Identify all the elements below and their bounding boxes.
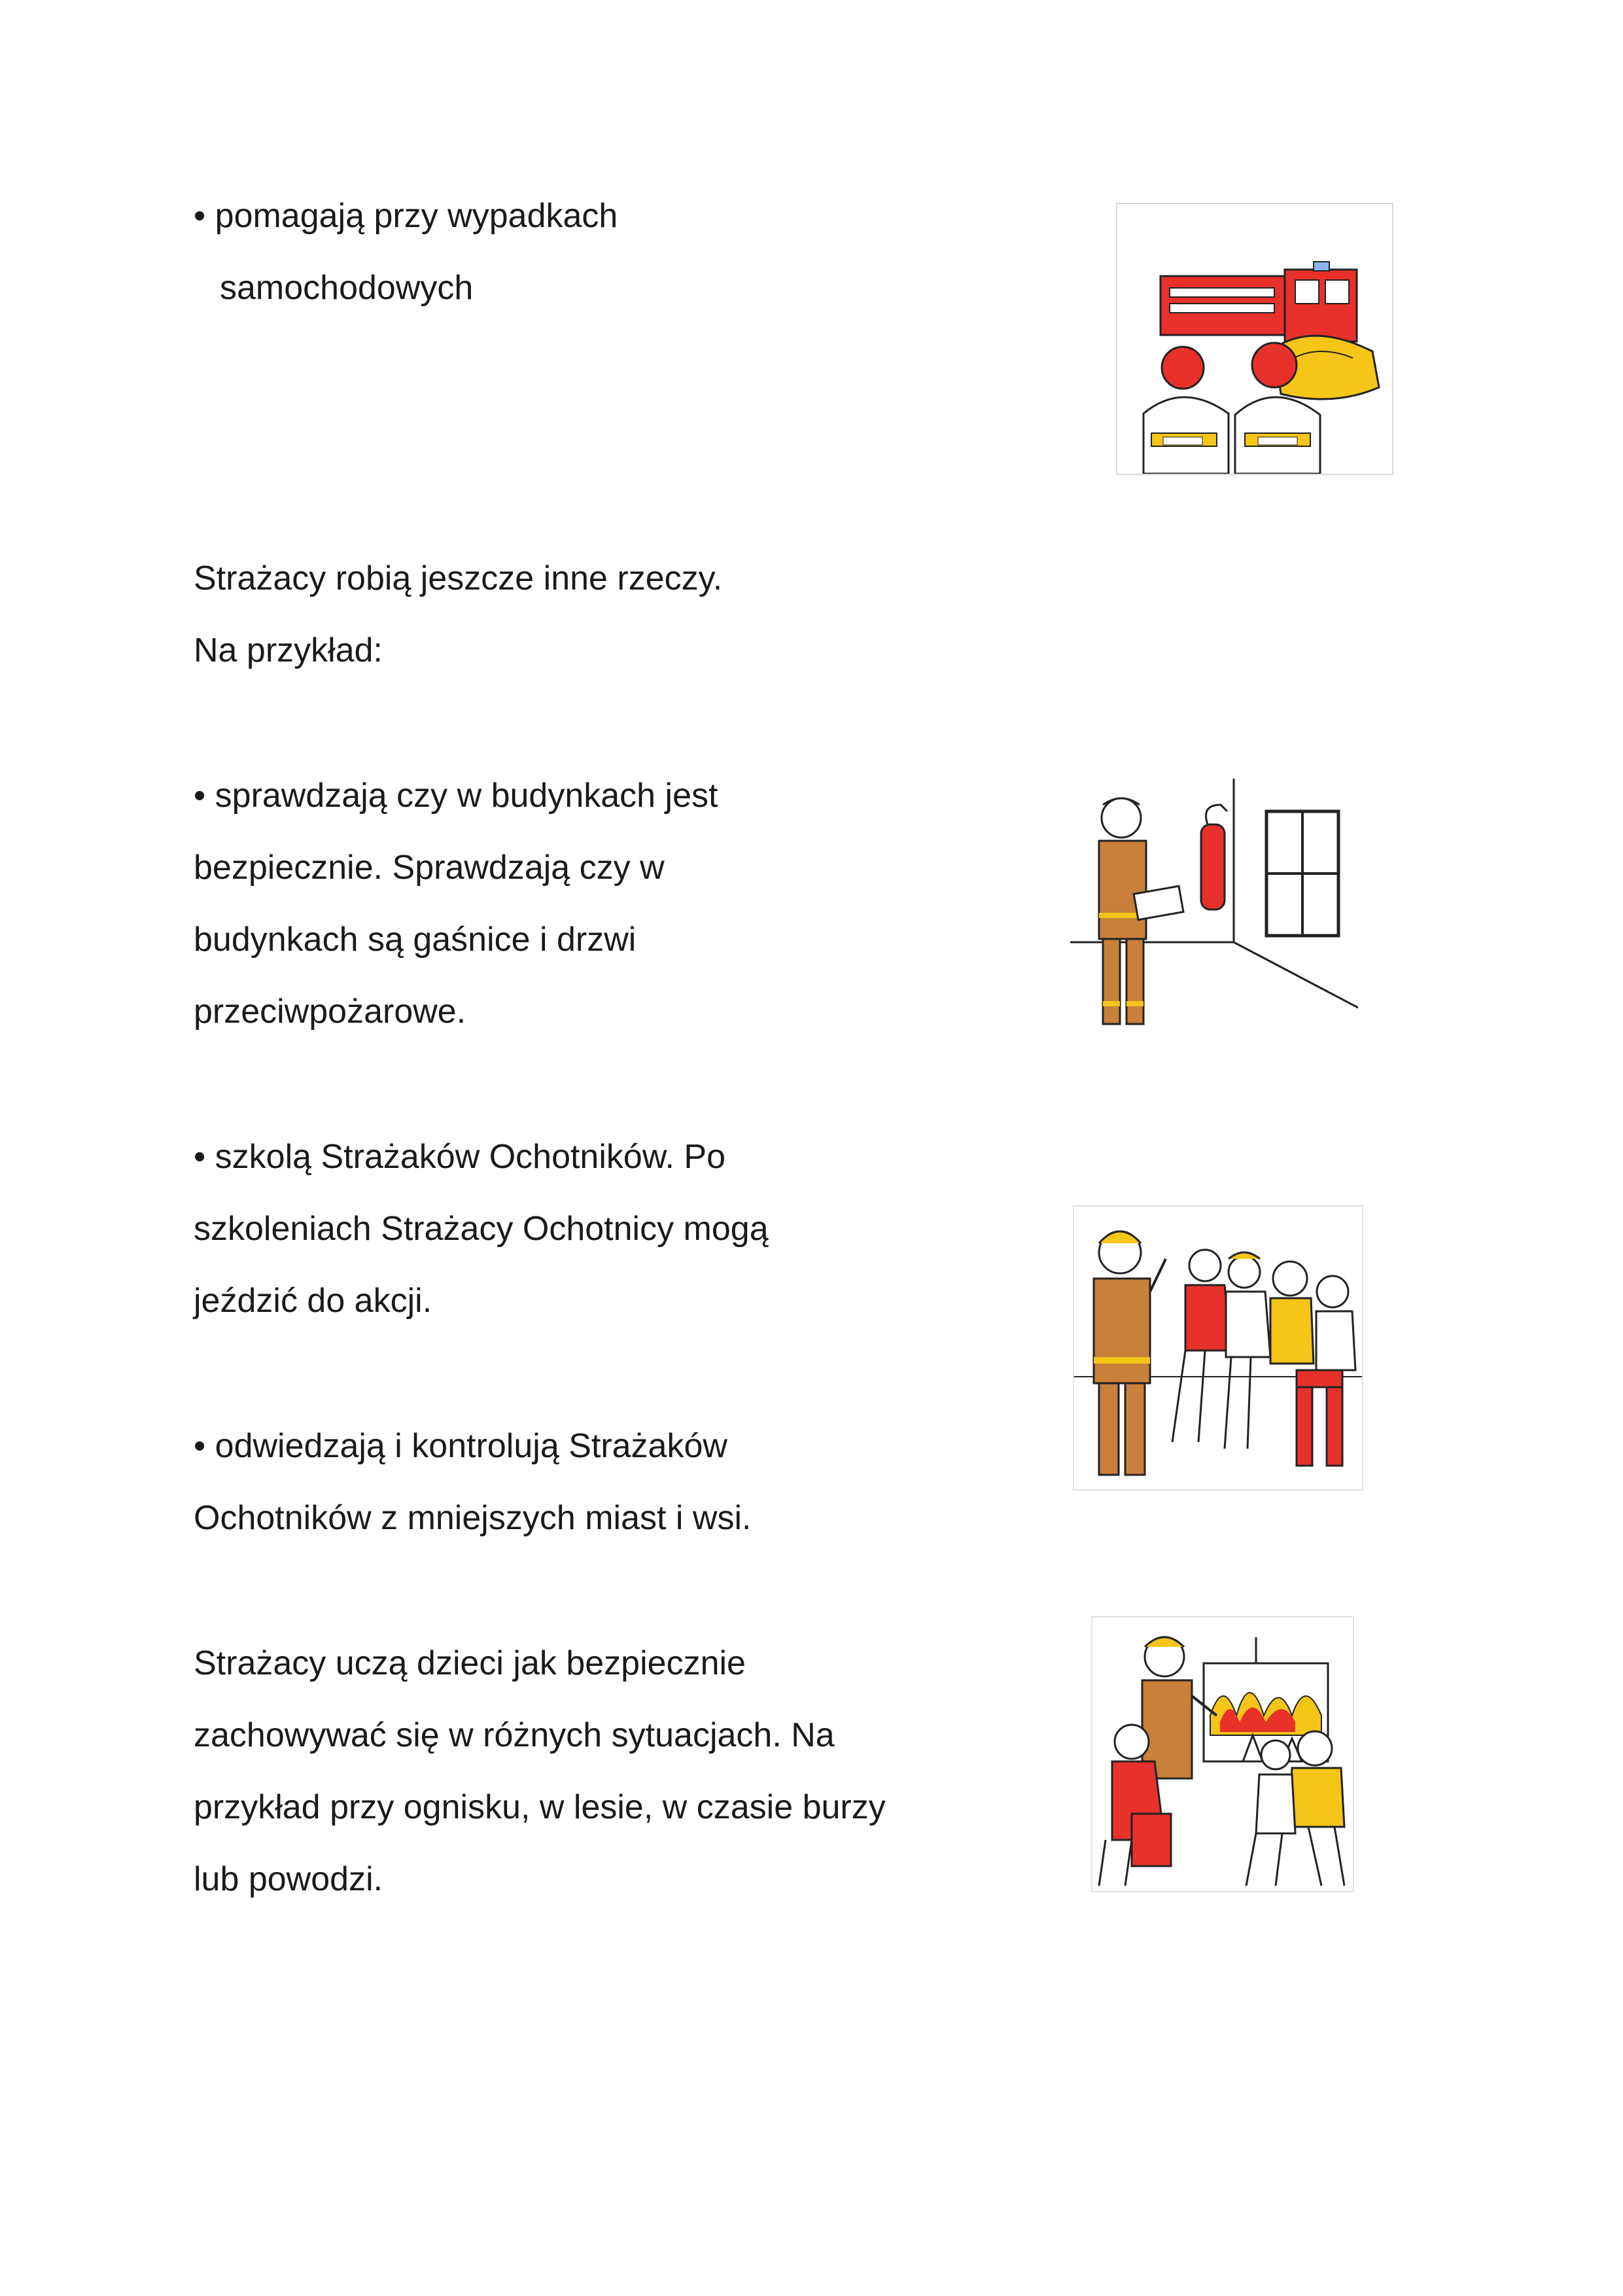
- text-line: • odwiedzają i kontrolują Strażaków: [194, 1427, 727, 1465]
- text-line: Strażacy robią jeszcze inne rzeczy.: [194, 559, 723, 597]
- firefighter-training-volunteers-icon: [1073, 1205, 1363, 1491]
- text-line: przeciwpożarowe.: [194, 993, 466, 1031]
- text-line: samochodowych: [220, 269, 474, 307]
- firefighters-at-car-accident-icon: [1116, 203, 1393, 475]
- text-line: budynkach są gaśnice i drzwi: [194, 921, 637, 959]
- text-line: • szkolą Strażaków Ochotników. Po: [194, 1138, 726, 1176]
- text-line: Strażacy uczą dzieci jak bezpiecznie: [194, 1644, 746, 1682]
- firefighter-teaching-children-icon: [1091, 1616, 1354, 1892]
- text-line: Na przykład:: [194, 631, 383, 669]
- text-line: • sprawdzają czy w budynkach jest: [194, 777, 718, 815]
- text-line: zachowywać się w różnych sytuacjach. Na: [194, 1716, 835, 1754]
- text-line: przykład przy ognisku, w lesie, w czasie burzy: [194, 1788, 886, 1826]
- text-line: bezpiecznie. Sprawdzają czy w: [194, 849, 665, 887]
- text-line: • pomagają przy wypadkach: [194, 197, 618, 235]
- text-line: lub powodzi.: [194, 1860, 383, 1898]
- firefighter-inspecting-extinguisher-icon: [1070, 779, 1358, 1064]
- text-line: jeździć do akcji.: [194, 1282, 432, 1320]
- text-line: Ochotników z mniejszych miast i wsi.: [194, 1499, 752, 1537]
- text-line: szkoleniach Strażacy Ochotnicy mogą: [194, 1210, 769, 1248]
